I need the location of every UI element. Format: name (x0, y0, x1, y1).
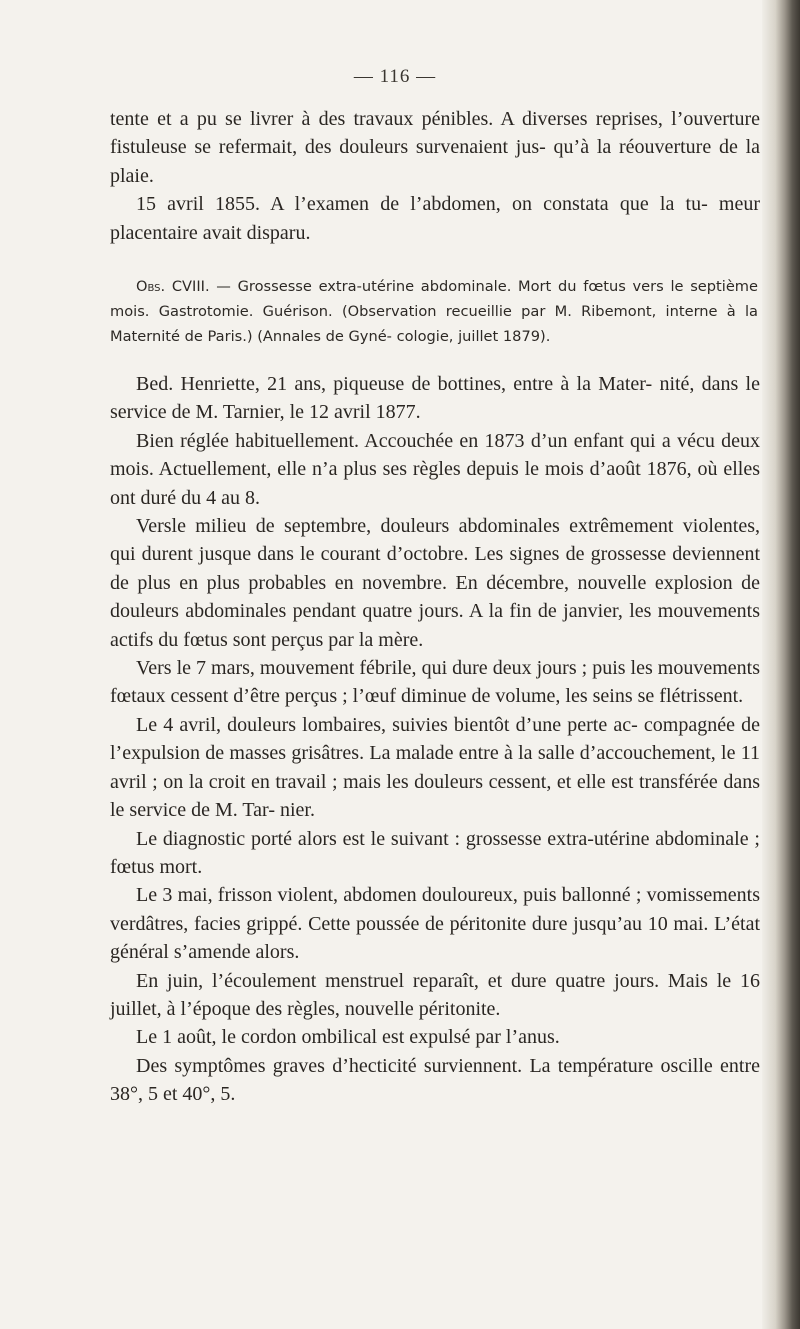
observation-label: Obs. CVIII. (136, 278, 210, 295)
observation-summary: — Grossesse extra-utérine abdominale. Mort du fœtus vers le septième mois. Gastrotomie. Guérison. (Observation recueillie par M. Ribemont, interne à la Maternité de Paris.) (Annales de Gyné- cologie, juillet 1879). (110, 278, 758, 345)
body-paragraph: Le 3 mai, frisson violent, abdomen douloureux, puis ballonné ; vomissements verdâtres, facies grippé. Cette poussée de péritonite dure jusqu’au 10 mai. L’état général s’amende alors. (110, 884, 760, 964)
observation-body (110, 370, 760, 1109)
observation-heading (110, 274, 758, 349)
page-number: — 116 — (353, 66, 437, 87)
paragraph-continuation: tente et a pu se livrer à des travaux pénibles. A diverses reprises, l’ouverture fistuleuse se refermait, des douleurs survenaient jus- qu’à la réouverture de la plaie. (110, 108, 760, 187)
body-paragraph: Bed. Henriette, 21 ans, piqueuse de bottines, entre à la Mater- nité, dans le service de M. Tarnier, le 12 avril 1877. (110, 373, 760, 424)
page-edge-shadow (762, 0, 800, 1329)
body-paragraph: Le 4 avril, douleurs lombaires, suivies bientôt d’une perte ac- compagnée de l’expulsion de masses grisâtres. La malade entre à la salle d’accouchement, le 11 avril ; on la croit en travail ; mais les douleurs cessent, et elle est transférée dans le service de M. Tar- nier. (110, 713, 760, 822)
continued-paragraph (110, 105, 760, 247)
body-paragraph: Versle milieu de septembre, douleurs abdominales extrêmement violentes, qui durent jusque dans le courant d’octobre. Les signes de grossesse deviennent de plus en plus probables en novembre. En décembre, nouvelle explosion de douleurs abdominales pendant quatre jours. A la fin de janvier, les mouvements actifs du fœtus sont perçus par la mère. (110, 515, 760, 651)
body-paragraph: Vers le 7 mars, mouvement fébrile, qui dure deux jours ; puis les mouvements fœtaux cessent d’être perçus ; l’œuf diminue de volume, les seins se flétrissent. (110, 657, 760, 708)
paragraph-april-1855: 15 avril 1855. A l’examen de l’abdomen, on constata que la tu- meur placentaire avait disparu. (110, 193, 760, 244)
body-paragraph: En juin, l’écoulement menstruel reparaît, et dure quatre jours. Mais le 16 juillet, à l’époque des règles, nouvelle péritonite. (110, 969, 760, 1020)
body-paragraph: Le 1 août, le cordon ombilical est expulsé par l’anus. (136, 1026, 560, 1049)
body-paragraph: Bien réglée habituellement. Accouchée en 1873 d’un enfant qui a vécu deux mois. Actuellement, elle n’a plus ses règles depuis le mois d’août 1876, où elles ont duré du 4 au 8. (110, 429, 760, 509)
body-paragraph: Le diagnostic porté alors est le suivant : grossesse extra-utérine abdominale ; fœtus mort. (110, 827, 760, 878)
body-paragraph: Des symptômes graves d’hecticité surviennent. La température oscille entre 38°, 5 et 40°, 5. (110, 1054, 760, 1106)
